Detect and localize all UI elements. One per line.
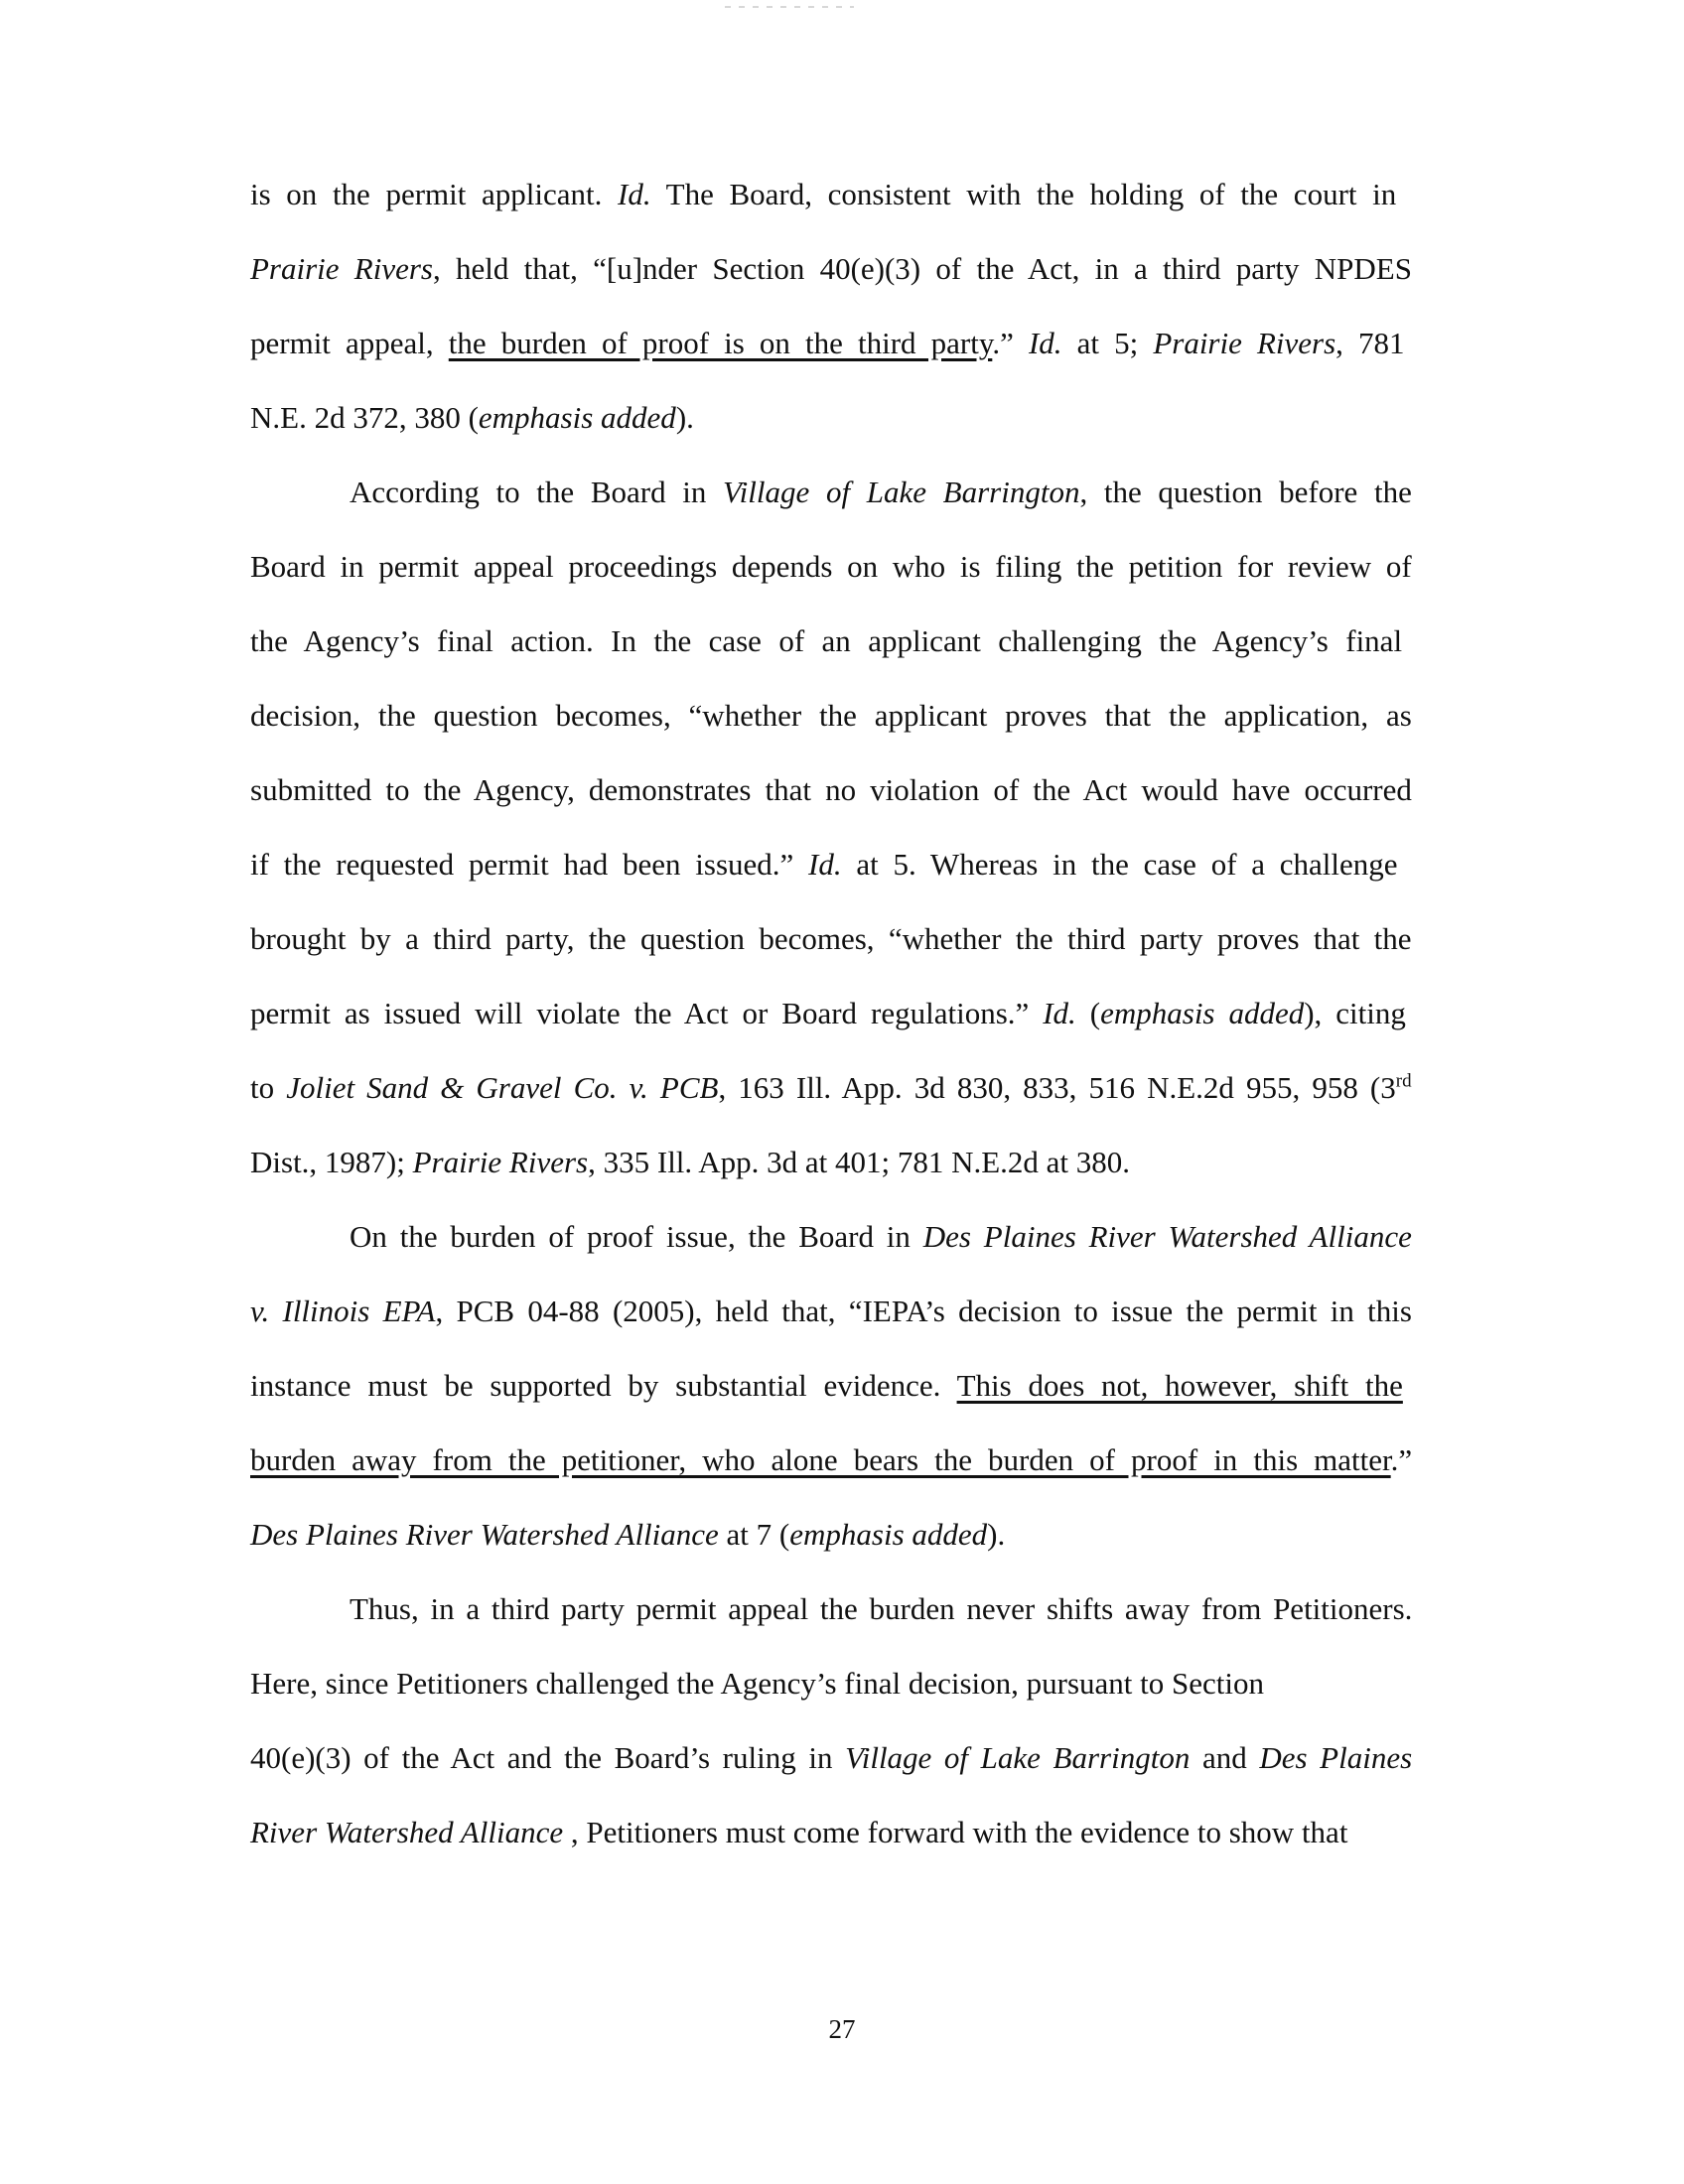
text-segment: , Petitioners must come forward with the evidence to show that — [563, 1815, 1348, 1849]
text-line — [250, 1135, 1412, 1209]
text-segment: ), citing — [1304, 996, 1406, 1030]
text-line — [250, 1209, 1412, 1284]
text-segment: ). — [987, 1517, 1006, 1552]
text-segment: N.E. 2d 372, 380 ( — [250, 400, 479, 435]
text-segment: instance must be supported by substantial evidence. — [250, 1368, 957, 1403]
text-segment: to — [250, 1070, 287, 1105]
text-segment: , 335 Ill. App. 3d at 401; 781 N.E.2d at 380. — [588, 1145, 1131, 1179]
text-line — [250, 1433, 1412, 1507]
text-segment: burden away from the petitioner, who alone bears the burden of proof in this matter — [250, 1442, 1391, 1477]
text-line — [250, 316, 1412, 390]
text-line — [250, 762, 1412, 837]
text-line — [250, 390, 1412, 465]
text-line — [250, 465, 1412, 539]
text-line — [250, 614, 1412, 688]
text-segment: permit as issued will violate the Act or Board regulations.” — [250, 996, 1044, 1030]
text-line — [250, 1805, 1412, 1879]
text-segment: Village of Lake Barrington — [723, 475, 1080, 509]
text-line — [250, 1358, 1412, 1433]
paragraph — [250, 1581, 1412, 1879]
text-segment: rd — [1395, 1070, 1412, 1092]
text-line — [250, 1581, 1412, 1656]
text-segment: , held that, “[u]nder Section 40(e)(3) of the Act, in a third party NPDES — [433, 251, 1412, 286]
paragraph — [250, 1209, 1412, 1581]
text-segment: Id. — [618, 177, 651, 211]
text-line — [250, 986, 1412, 1060]
text-segment: Id. — [1043, 996, 1076, 1030]
text-segment: Id. — [1028, 326, 1062, 360]
text-segment: River Watershed Alliance — [250, 1815, 564, 1849]
text-segment: Board in permit appeal proceedings depends on who is filing the petition for review of — [250, 549, 1412, 584]
text-segment: Id. — [808, 847, 842, 882]
text-segment: , PCB 04-88 (2005), held that, “IEPA’s decision to issue the permit in this — [435, 1294, 1412, 1328]
text-segment: at 7 ( — [718, 1517, 790, 1552]
text-segment: emphasis added — [1100, 996, 1305, 1030]
text-segment: brought by a third party, the question becomes, “whether the third party proves that the — [250, 921, 1412, 956]
text-segment: submitted to the Agency, demonstrates that no violation of the Act would have occurred — [250, 772, 1412, 807]
text-segment: emphasis added — [478, 400, 676, 435]
text-segment: is on the permit applicant. — [250, 177, 618, 211]
text-line — [250, 1656, 1412, 1730]
text-segment: permit appeal, — [250, 326, 449, 360]
text-segment: Dist., 1987); — [250, 1145, 413, 1179]
text-segment: According to the Board in — [350, 475, 724, 509]
text-segment: , 781 — [1335, 326, 1405, 360]
text-segment: ( — [1075, 996, 1101, 1030]
text-segment: Des Plaines River Watershed Alliance — [250, 1517, 719, 1552]
text-segment: v. Illinois EPA — [250, 1294, 436, 1328]
text-line — [250, 1060, 1412, 1135]
paragraph — [250, 465, 1412, 1209]
text-segment: Thus, in a third party permit appeal the burden never shifts away from Petitioners. — [350, 1591, 1413, 1626]
text-segment: On the burden of proof issue, the Board in — [350, 1219, 923, 1254]
text-segment: .” — [1390, 1442, 1413, 1477]
text-segment: .” — [992, 326, 1029, 360]
text-segment: Prairie Rivers — [250, 251, 433, 286]
text-segment: at 5. Whereas in the case of a challenge — [841, 847, 1398, 882]
text-segment: Prairie Rivers — [412, 1145, 589, 1179]
text-segment: if the requested permit had been issued.” — [250, 847, 809, 882]
text-line — [250, 539, 1412, 614]
text-segment: Prairie Rivers — [1153, 326, 1336, 360]
text-segment: , 163 Ill. App. 3d 830, 833, 516 N.E.2d 955, 958 (3 — [718, 1070, 1396, 1105]
text-line — [250, 837, 1412, 911]
page-number: 27 — [828, 2014, 856, 2044]
body-text — [250, 167, 1412, 1879]
text-line — [250, 1730, 1412, 1805]
text-segment: This does not, however, shift the — [956, 1368, 1403, 1403]
paragraph — [250, 167, 1412, 465]
text-segment: the burden of proof is on the third party — [448, 326, 993, 360]
text-segment: 40(e)(3) of the Act and the Board’s ruling in — [250, 1740, 846, 1775]
text-segment: Des Plaines River Watershed Alliance — [922, 1219, 1412, 1254]
text-segment: Village of Lake Barrington — [845, 1740, 1191, 1775]
text-line — [250, 1284, 1412, 1358]
text-line — [250, 911, 1412, 986]
text-segment: the Agency’s final action. In the case of an applicant challenging the Agency’s final — [250, 623, 1403, 658]
text-segment: at 5; — [1061, 326, 1154, 360]
scan-artifact — [725, 6, 854, 8]
text-segment: emphasis added — [789, 1517, 988, 1552]
text-line — [250, 241, 1412, 316]
text-segment: Des Plaines — [1259, 1740, 1413, 1775]
text-line — [250, 1507, 1412, 1581]
text-line — [250, 688, 1412, 762]
text-segment: ). — [675, 400, 694, 435]
text-segment: Here, since Petitioners challenged the Agency’s final decision, pursuant to Section — [250, 1666, 1265, 1701]
text-segment: , the question before the — [1079, 475, 1412, 509]
text-line — [250, 167, 1412, 241]
text-segment: and — [1190, 1740, 1260, 1775]
text-segment: decision, the question becomes, “whether the applicant proves that the application, as — [250, 698, 1412, 733]
text-segment: Joliet Sand & Gravel Co. v. PCB — [286, 1070, 719, 1105]
text-segment: The Board, consistent with the holding of the court in — [650, 177, 1397, 211]
